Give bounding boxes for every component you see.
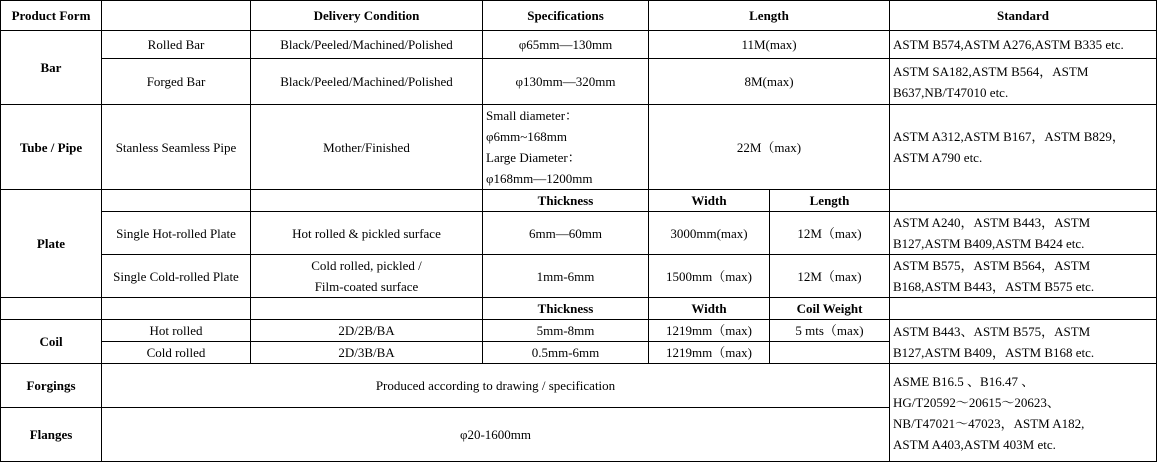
plate-subheader-row [1, 190, 1157, 212]
table-row [1, 255, 1157, 298]
plate-subheader-blank [890, 190, 1157, 212]
ff-standard-line-2: HG/T20592～20615～20623、 [893, 394, 1060, 410]
coil-subheader-weight: Coil Weight [770, 298, 890, 320]
hot-coil-width: 1219mm（max) [649, 320, 770, 342]
product-form-tube: Tube / Pipe [1, 105, 102, 190]
rolled-bar-length: 11M(max) [649, 31, 890, 59]
coil-subheader-row [1, 298, 1157, 320]
coil-subheader-blank [102, 298, 251, 320]
forgings-flanges-standard [890, 364, 1157, 462]
tube-name: Stanless Seamless Pipe [102, 105, 251, 190]
coil-subheader-blank [890, 298, 1157, 320]
cold-plate-width: 1500mm（max) [649, 255, 770, 298]
hot-plate-standard: ASTM A240，ASTM B443，ASTM B127,ASTM B409,ASTM B424 etc. [890, 212, 1157, 255]
ff-standard-line-4: ASTM A403,ASTM 403M etc. [893, 436, 1056, 452]
header-length: Length [649, 1, 890, 31]
header-delivery-condition: Delivery Condition [251, 1, 483, 31]
product-form-forgings: Forgings [1, 364, 102, 408]
header-specifications: Specifications [483, 1, 649, 31]
product-form-plate: Plate [1, 190, 102, 298]
cold-coil-thickness: 0.5mm-6mm [483, 342, 649, 364]
hot-plate-delivery: Hot rolled & pickled surface [251, 212, 483, 255]
cold-plate-delivery-line-2: Film-coated surface [314, 279, 419, 294]
cold-plate-delivery [251, 255, 483, 298]
product-form-bar: Bar [1, 31, 102, 105]
forged-bar-length: 8M(max) [649, 59, 890, 105]
ff-standard-line-1: ASME B16.5 、B16.47 、 [893, 373, 1035, 389]
header-standard: Standard [890, 1, 1157, 31]
plate-subheader-thickness: Thickness [483, 190, 649, 212]
forged-bar-standard: ASTM SA182,ASTM B564，ASTM B637,NB/T47010 etc. [890, 59, 1157, 105]
rolled-bar-name: Rolled Bar [102, 31, 251, 59]
rolled-bar-delivery: Black/Peeled/Machined/Polished [251, 31, 483, 59]
plate-subheader-length: Length [770, 190, 890, 212]
hot-plate-thickness: 6mm—60mm [483, 212, 649, 255]
plate-subheader-blank [251, 190, 483, 212]
hot-plate-name: Single Hot-rolled Plate [102, 212, 251, 255]
product-form-coil: Coil [1, 320, 102, 364]
table-row [1, 59, 1157, 105]
hot-plate-length: 12M（max) [770, 212, 890, 255]
forged-bar-delivery: Black/Peeled/Machined/Polished [251, 59, 483, 105]
forged-bar-name: Forged Bar [102, 59, 251, 105]
header-product-form: Product Form [1, 1, 102, 31]
table-row [1, 364, 1157, 408]
forgings-desc: Produced according to drawing / specification [102, 364, 890, 408]
tube-delivery: Mother/Finished [251, 105, 483, 190]
tube-spec-line-3: Large Diameter： [486, 150, 581, 165]
hot-coil-weight: 5 mts（max) [770, 320, 890, 342]
tube-standard: ASTM A312,ASTM B167，ASTM B829，ASTM A790 etc. [890, 105, 1157, 190]
coil-standard: ASTM B443、ASTM B575，ASTM B127,ASTM B409，ASTM B168 etc. [890, 320, 1157, 364]
coil-subheader-blank [1, 298, 102, 320]
plate-subheader-width: Width [649, 190, 770, 212]
tube-length: 22M（max) [649, 105, 890, 190]
product-form-flanges: Flanges [1, 408, 102, 462]
cold-plate-standard: ASTM B575，ASTM B564，ASTM B168,ASTM B443，ASTM B575 etc. [890, 255, 1157, 298]
cold-plate-name: Single Cold-rolled Plate [102, 255, 251, 298]
coil-subheader-thickness: Thickness [483, 298, 649, 320]
cold-coil-width: 1219mm（max) [649, 342, 770, 364]
cold-coil-delivery: 2D/3B/BA [251, 342, 483, 364]
rolled-bar-standard: ASTM B574,ASTM A276,ASTM B335 etc. [890, 31, 1157, 59]
table-row [1, 212, 1157, 255]
cold-plate-length: 12M（max) [770, 255, 890, 298]
hot-coil-thickness: 5mm-8mm [483, 320, 649, 342]
tube-spec [483, 105, 649, 190]
rolled-bar-spec: φ65mm—130mm [483, 31, 649, 59]
cold-plate-thickness: 1mm-6mm [483, 255, 649, 298]
coil-subheader-blank [251, 298, 483, 320]
cold-plate-delivery-line-1: Cold rolled, pickled / [311, 258, 422, 273]
cold-coil-weight-blank [770, 342, 890, 364]
tube-spec-line-4: φ168mm—1200mm [486, 171, 593, 186]
forged-bar-spec: φ130mm—320mm [483, 59, 649, 105]
plate-subheader-blank [102, 190, 251, 212]
ff-standard-line-3: NB/T47021～47023，ASTM A182, [893, 415, 1085, 431]
hot-plate-width: 3000mm(max) [649, 212, 770, 255]
tube-spec-line-1: Small diameter： [486, 108, 579, 123]
table-row [1, 320, 1157, 342]
hot-coil-name: Hot rolled [102, 320, 251, 342]
flanges-desc: φ20-1600mm [102, 408, 890, 462]
table-row [1, 105, 1157, 190]
hot-coil-delivery: 2D/2B/BA [251, 320, 483, 342]
table-row [1, 31, 1157, 59]
cold-coil-name: Cold rolled [102, 342, 251, 364]
header-blank [102, 1, 251, 31]
tube-spec-line-2: φ6mm~168mm [486, 129, 567, 144]
coil-subheader-width: Width [649, 298, 770, 320]
header-row [1, 1, 1157, 31]
